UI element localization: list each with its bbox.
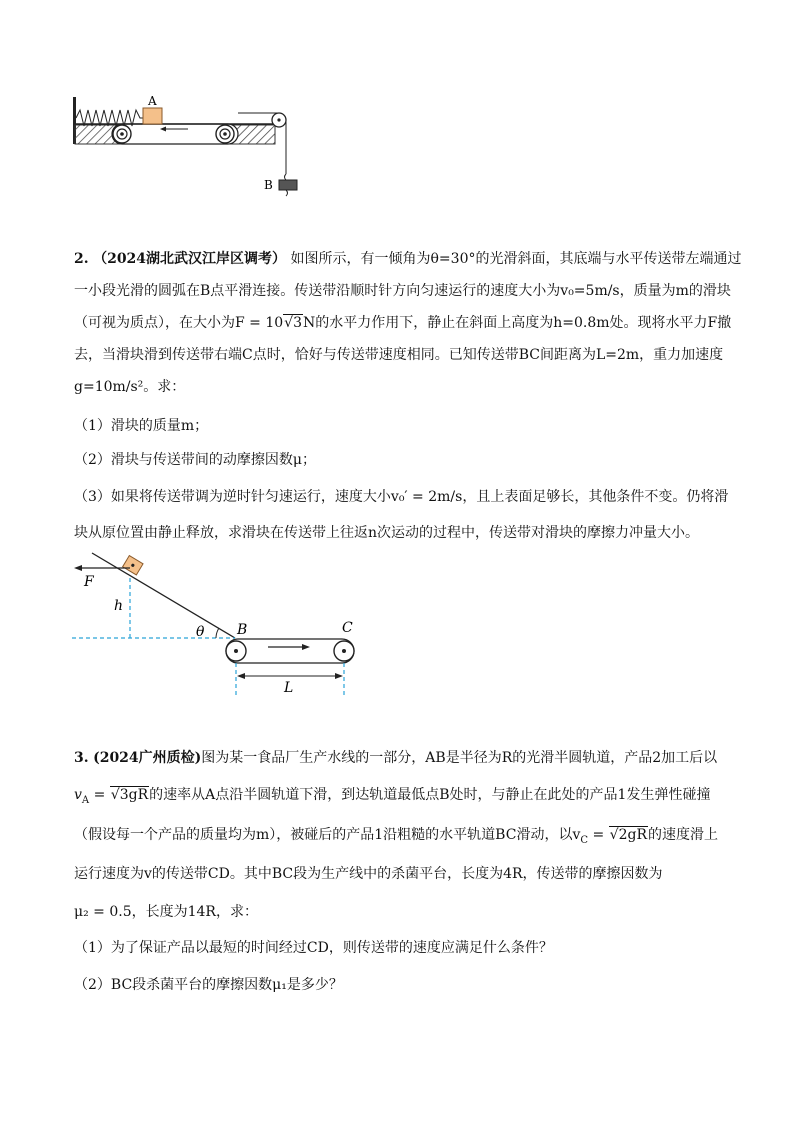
q3-sqrt-a: √3gR bbox=[110, 787, 149, 803]
block-on-incline bbox=[123, 556, 143, 575]
q2-text-4: 去，当滑块滑到传送带右端C点时，恰好与传送带速度相同。已知传送带BC间距离为L=2m，重力加速度 bbox=[74, 347, 724, 363]
q3-sqrt-c: √2gR bbox=[609, 827, 647, 843]
pulley bbox=[272, 113, 286, 127]
incline bbox=[92, 553, 235, 638]
q3-text-1: 图为某一食品厂生产水线的一部分，AB是半径为R的光滑半圆轨道，产品2加工后以 bbox=[201, 750, 718, 766]
roller-c bbox=[334, 641, 354, 661]
q2-source: （2024湖北武汉江岸区调考） bbox=[93, 251, 287, 267]
q2-text-3a: （可视为质点），在大小为F = 10 bbox=[74, 315, 284, 331]
label-h: h bbox=[114, 598, 124, 614]
label-c: C bbox=[342, 620, 353, 636]
q2-text-2: 一小段光滑的圆弧在B点平滑连接。传送带沿顺时针方向匀速运行的速度大小为v₀=5m/s，质量为m的滑块 bbox=[74, 283, 731, 299]
roller-left bbox=[113, 125, 131, 143]
q2-sub-3b: 块从原位置由静止释放，求滑块在传送带上往返n次运动的过程中，传送带对滑块的摩擦力冲量大小。 bbox=[74, 525, 700, 541]
label-a: A bbox=[148, 94, 157, 108]
q2-line-1 bbox=[74, 249, 742, 269]
q3-source: (2024广州质检) bbox=[93, 750, 202, 766]
label-b: B bbox=[264, 178, 273, 192]
q3-line-3: （假设每一个产品的质量均为m），被碰后的产品1沿粗糙的水平轨道BC滑动，以$v_C = √2gR$的速度滑上 bbox=[74, 827, 718, 846]
q2-text-1: 如图所示，有一倾角为θ=30°的光滑斜面，其底端与水平传送带左端通过 bbox=[290, 251, 742, 267]
q3-line-1 bbox=[74, 748, 724, 768]
q2-text-3b: N的水平力作用下，静止在斜面上高度为h=0.8m处。现将水平力F撤 bbox=[303, 315, 732, 331]
roller-right bbox=[216, 125, 234, 143]
label-b2: B bbox=[237, 622, 248, 638]
q2-sqrt: √3 bbox=[284, 315, 303, 331]
q2-text-5: g=10m/s²。求： bbox=[74, 379, 186, 395]
q3-line-5: μ₂ = 0.5，长度为14R，求： bbox=[74, 904, 258, 920]
figure-incline-conveyor bbox=[70, 548, 370, 700]
weight-b bbox=[279, 180, 297, 190]
block-a bbox=[143, 108, 162, 124]
q2-sub-1: （1）滑块的质量m； bbox=[74, 418, 209, 434]
label-l: L bbox=[284, 680, 294, 696]
q3-sub-1: （1）为了保证产品以最短的时间经过CD，则传送带的速度应满足什么条件？ bbox=[74, 940, 553, 956]
label-f: F bbox=[84, 574, 94, 590]
q3-sub-2: （2）BC段杀菌平台的摩擦因数μ₁是多少？ bbox=[74, 977, 343, 993]
q2-line-4 bbox=[74, 345, 724, 365]
length-l-dimension bbox=[237, 673, 343, 679]
angle-arc bbox=[216, 628, 219, 638]
q2-number: 2. bbox=[74, 251, 89, 267]
q2-line-2 bbox=[74, 281, 731, 301]
label-theta: θ bbox=[196, 624, 205, 640]
q2-sub-2: （2）滑块与传送带间的动摩擦因数μ； bbox=[74, 452, 317, 468]
q2-line-3 bbox=[74, 313, 732, 333]
q3-line-4: 运行速度为v的传送带CD。其中BC段为生产线中的杀菌平台，长度为4R，传送带的摩擦因数为 bbox=[74, 866, 663, 882]
q3-line-2: $v_A = √3gR$的速率从A点沿半圆轨道下滑，到达轨道最低点B处时，与静止在此处的产品1发生弹性碰撞 bbox=[74, 787, 711, 806]
figure-conveyor-spring bbox=[70, 92, 310, 204]
roller-b bbox=[226, 641, 246, 661]
q3-number: 3. bbox=[74, 750, 89, 766]
q2-sub-3a: （3）如果将传送带调为逆时针匀速运行，速度大小v₀′ = 2m/s，且上表面足够长，其他条件不变。仍将滑 bbox=[74, 489, 729, 505]
q2-line-5 bbox=[74, 377, 724, 397]
